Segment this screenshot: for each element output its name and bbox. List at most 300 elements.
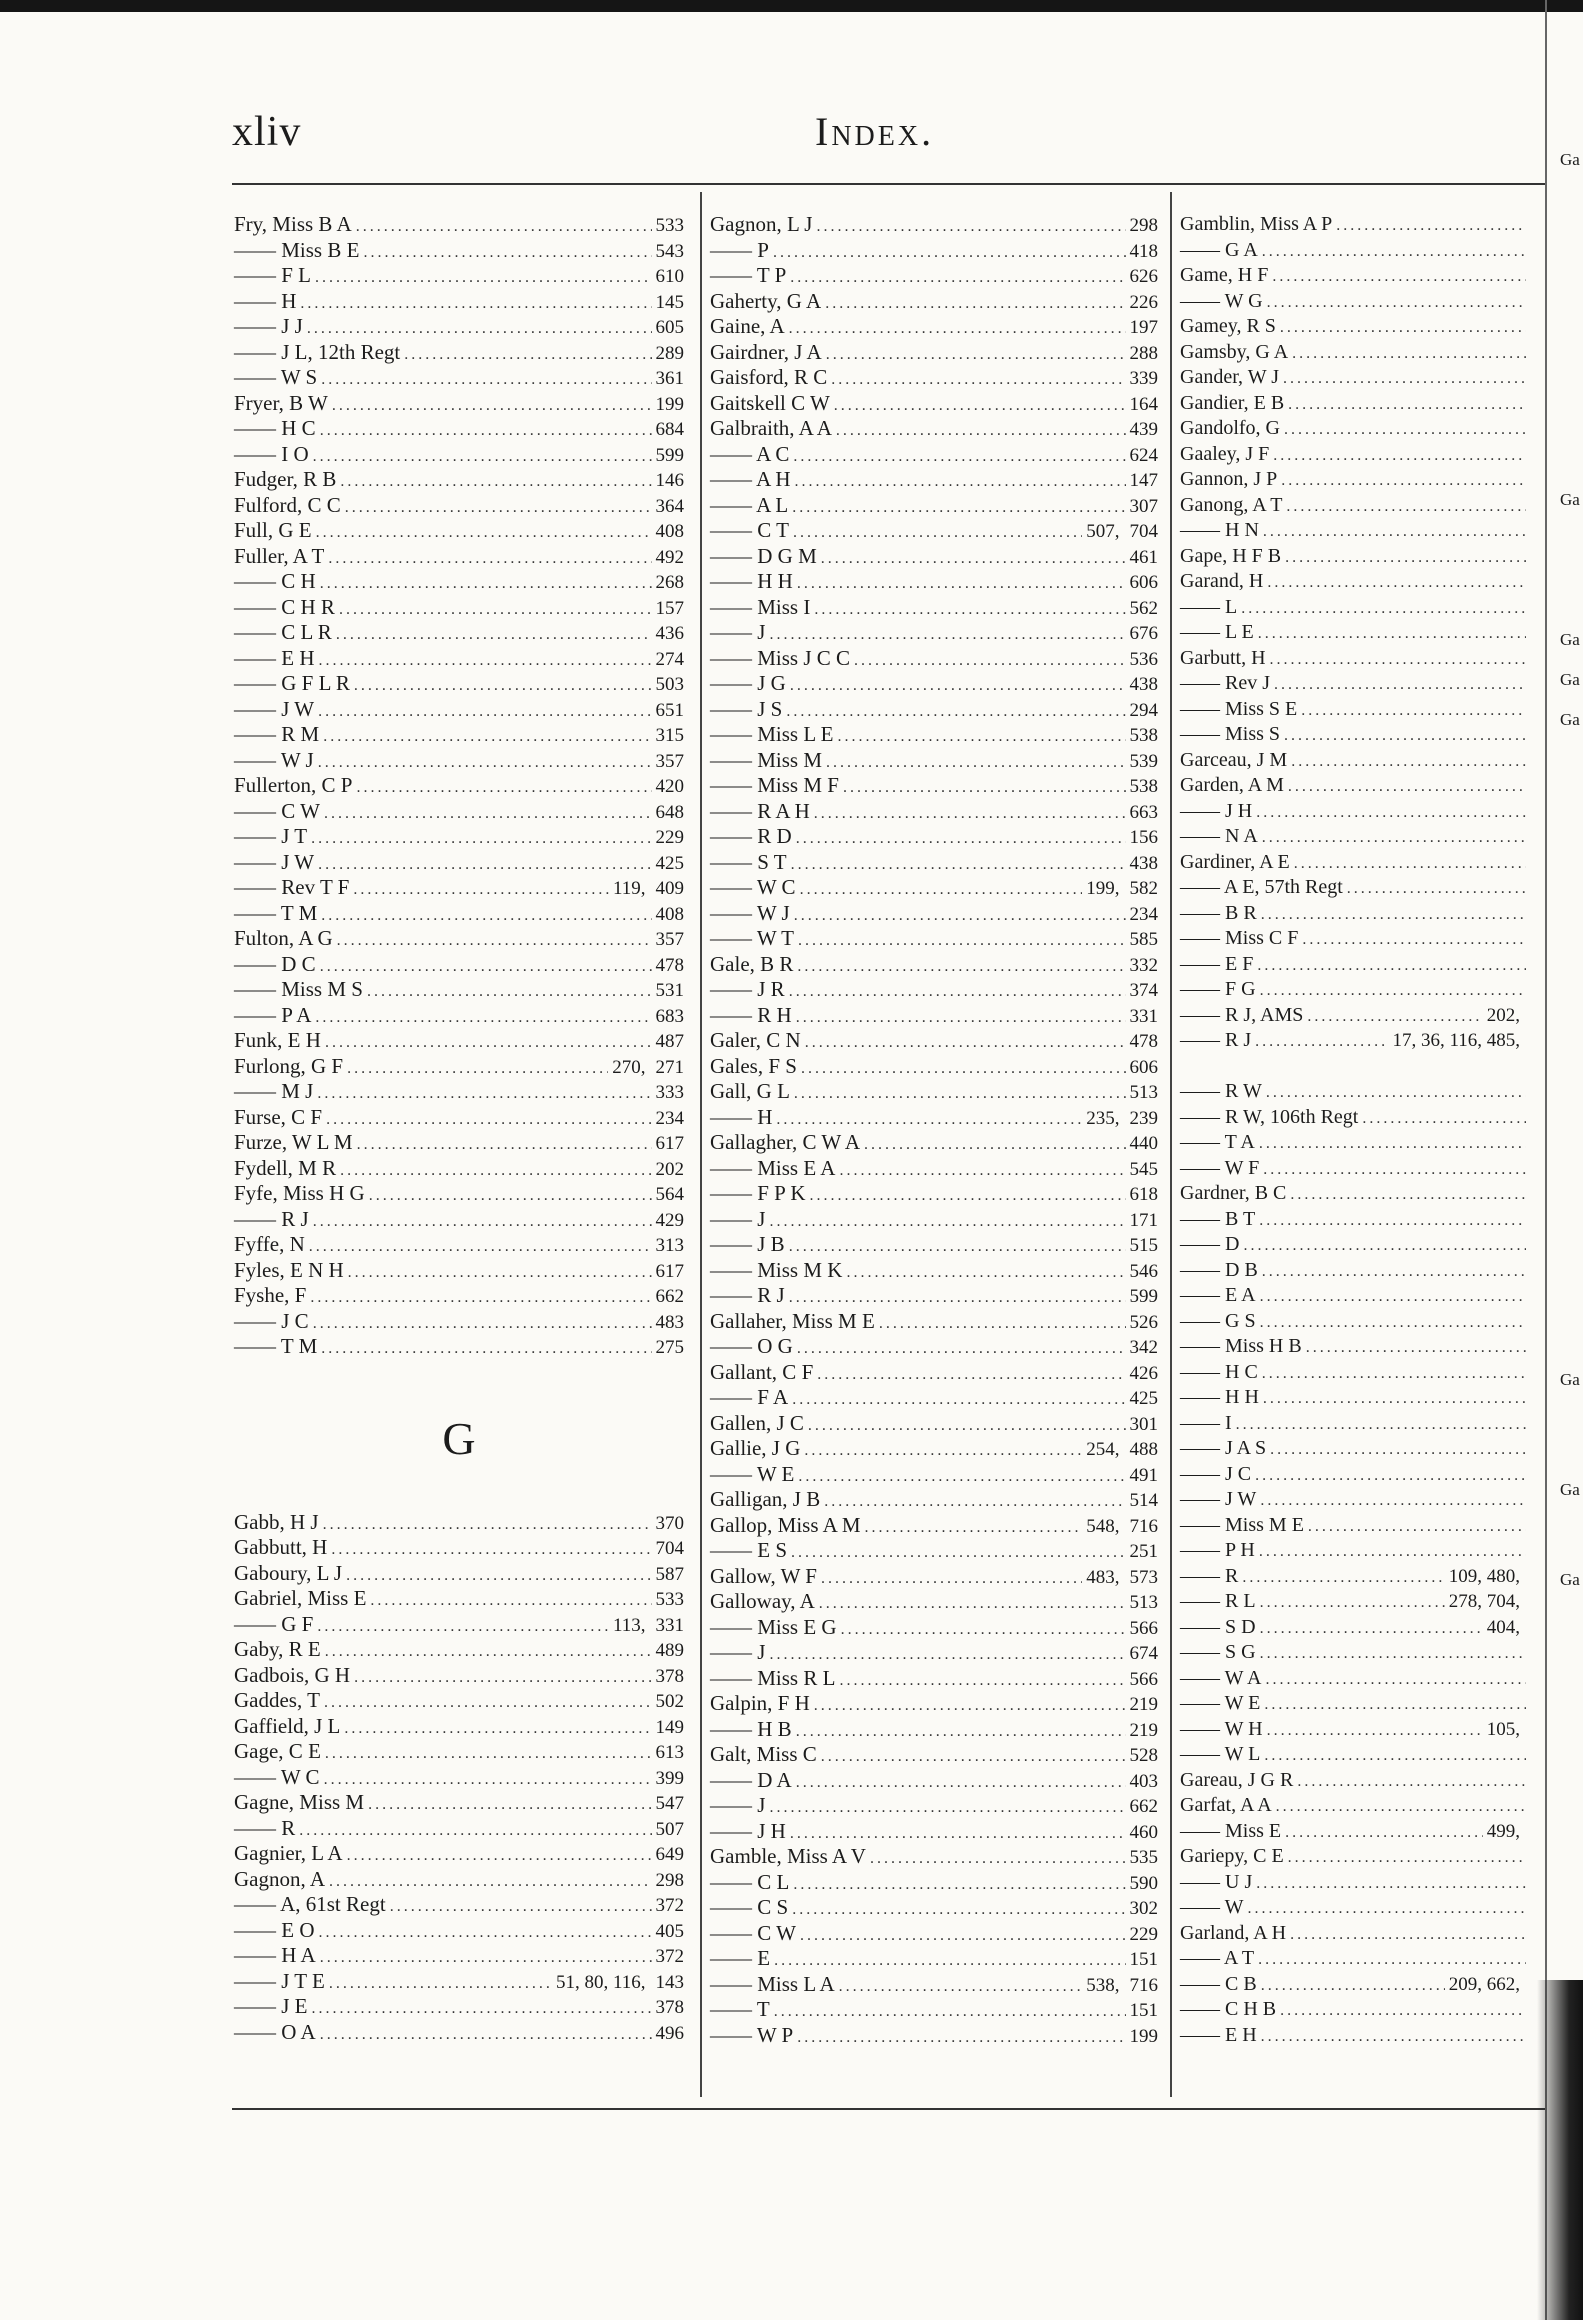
entry-name: Gabbutt, H: [234, 1535, 328, 1559]
entry-name: Fuller, A T: [234, 543, 325, 568]
entry-name: Gallow, W F: [710, 1563, 817, 1588]
index-entry: [234, 263, 684, 289]
index-entry: [710, 1691, 1158, 1717]
dot-leader: [1262, 239, 1526, 265]
dot-leader: [332, 393, 652, 419]
entry-name: Gabriel, Miss E: [234, 1586, 367, 1610]
dot-leader: [1270, 1437, 1526, 1463]
entry-page-number: 674: [1129, 1643, 1158, 1664]
header-rule: [232, 183, 1547, 185]
entry-name: —— I: [1180, 1411, 1232, 1434]
entry-name: Gagnier, L A: [234, 1841, 343, 1865]
index-entry: [710, 875, 1158, 901]
dot-leader: [1261, 902, 1526, 928]
entry-name: —— D C: [234, 951, 316, 976]
index-entry: [710, 1283, 1158, 1309]
entry-name: Garland, A H: [1180, 1921, 1287, 1944]
dot-leader: [363, 240, 651, 266]
entry-page-number: 545: [1129, 1158, 1158, 1180]
index-entry: [234, 1309, 684, 1335]
entry-page-number: 408: [655, 521, 684, 542]
index-entry: [234, 1258, 684, 1284]
entry-name: Gariepy, C E: [1180, 1845, 1284, 1867]
entry-name: —— W F: [1180, 1156, 1260, 1179]
entry-page-number: 229: [1129, 1923, 1158, 1945]
index-entry: [1180, 314, 1530, 340]
entry-name: —— O A: [234, 2019, 316, 2044]
entry-extra-pages: 113,: [612, 1614, 646, 1636]
index-entry: [1180, 620, 1530, 646]
entry-page-number: 378: [655, 1665, 684, 1687]
entry-page-number: 331: [1129, 1005, 1158, 1027]
dot-leader: [836, 418, 1126, 444]
entry-name: —— J S: [710, 696, 783, 721]
dot-leader: [325, 1741, 652, 1767]
entry-page-number: 440: [1129, 1133, 1158, 1154]
entry-name: —— R M: [234, 722, 320, 746]
dot-leader: [1263, 1386, 1526, 1412]
index-entry: [1180, 1589, 1530, 1615]
entry-name: Gaherty, G A: [710, 288, 822, 313]
dot-leader: [793, 520, 1082, 546]
entry-name: Gamble, Miss A V: [710, 1844, 866, 1868]
index-entry: [234, 340, 684, 366]
dot-leader: [1270, 647, 1526, 673]
entry-name: —— J: [710, 620, 766, 644]
dot-leader: [791, 852, 1126, 878]
dot-leader: [1285, 1820, 1483, 1846]
index-entry: [710, 850, 1158, 876]
dot-leader: [313, 1209, 652, 1235]
dot-leader: [790, 265, 1125, 291]
entry-name: Fullerton, C P: [234, 773, 353, 797]
entry-page-number: 514: [1129, 1490, 1158, 1511]
entry-page-number: 426: [1129, 1362, 1158, 1384]
dot-leader: [1336, 213, 1526, 239]
entry-page-number: 605: [655, 317, 684, 338]
entry-name: —— A T: [1180, 1947, 1255, 1969]
dot-leader: [324, 1767, 652, 1793]
dot-leader: [769, 1795, 1125, 1821]
dot-leader: [321, 1336, 651, 1362]
dot-leader: [323, 724, 651, 750]
entry-page-number: 164: [1129, 393, 1158, 415]
entry-name: —— H N: [1180, 519, 1259, 541]
index-entry: [710, 1462, 1158, 1488]
entry-name: —— Miss L E: [710, 722, 834, 746]
entry-name: —— T: [710, 1997, 770, 2021]
entry-name: Furlong, G F: [234, 1053, 344, 1078]
index-entry: [710, 1003, 1158, 1029]
entry-page-number: 483: [655, 1311, 684, 1333]
index-entry: [1180, 1768, 1530, 1794]
entry-page-number: 302: [1129, 1898, 1158, 1919]
entry-name: Ganong, A T: [1180, 493, 1283, 516]
index-entry: [1180, 1972, 1530, 1998]
entry-page-number: 663: [1129, 801, 1158, 823]
entry-name: —— G F L R: [234, 671, 350, 695]
index-entry: [1180, 1691, 1530, 1717]
entry-name: —— C S: [710, 1895, 789, 1919]
entry-page-number: 202: [655, 1158, 684, 1180]
dot-leader: [793, 444, 1125, 470]
index-entry: [234, 467, 684, 493]
entry-page-number: 239: [1129, 1107, 1158, 1129]
entry-page-number: 539: [1129, 750, 1158, 772]
index-entry: [1180, 799, 1530, 825]
entry-name: —— P: [710, 237, 769, 262]
entry-page-number: 274: [655, 648, 684, 670]
index-entry: [234, 569, 684, 595]
entry-name: —— J T: [234, 824, 308, 848]
dot-leader: [839, 1974, 1083, 2000]
dot-leader: [320, 2022, 652, 2048]
adjacent-page-edge: [1530, 110, 1583, 2070]
edge-fragment: Ga: [1560, 710, 1580, 729]
entry-name: Furze, W L M: [234, 1130, 353, 1154]
entry-name: —— G S: [1180, 1309, 1256, 1332]
index-entry: [234, 1918, 684, 1944]
index-entry: [710, 595, 1158, 621]
entry-page-number: 289: [655, 342, 684, 364]
dot-leader: [1283, 366, 1526, 392]
dot-leader: [789, 1234, 1126, 1260]
index-entry: [234, 1765, 684, 1791]
index-entry: [234, 1028, 684, 1054]
index-entry: [1180, 1487, 1530, 1513]
entry-name: Galpin, F H: [710, 1691, 810, 1715]
dot-leader: [1243, 1233, 1526, 1259]
dot-leader: [1294, 851, 1526, 877]
entry-page-number: 429: [655, 1209, 684, 1231]
entry-name: Galt, Miss C: [710, 1742, 817, 1766]
edge-fragment: Ga: [1560, 630, 1580, 649]
entry-page-number: 146: [655, 470, 684, 491]
index-entry: [234, 314, 684, 340]
dot-leader: [1288, 1845, 1526, 1871]
entry-name: Gagnon, A: [234, 1866, 325, 1891]
dot-leader: [1263, 1157, 1526, 1183]
entry-extra-pages: 499,: [1486, 1820, 1520, 1842]
entry-name: Gander, W J: [1180, 366, 1279, 388]
dot-leader: [1236, 1412, 1526, 1438]
index-entry: [710, 1742, 1158, 1768]
entry-name: —— W C: [234, 1764, 320, 1789]
entry-name: —— H C: [234, 416, 316, 440]
entry-name: —— D B: [1180, 1258, 1258, 1281]
index-entry: [234, 1510, 684, 1536]
entry-name: —— Miss I: [710, 594, 811, 619]
edge-fragment: Ga: [1560, 490, 1580, 509]
index-entry: [1180, 1997, 1530, 2023]
entry-extra-pages: 235,: [1086, 1107, 1120, 1129]
index-entry: [710, 2023, 1158, 2049]
index-entry: [710, 1207, 1158, 1233]
index-column-2: [710, 212, 1158, 2048]
index-entry: [1180, 952, 1530, 978]
dot-leader: [326, 1107, 651, 1133]
entry-page-number: 147: [1129, 470, 1158, 491]
entry-page-number: 515: [1129, 1235, 1158, 1256]
dot-leader: [789, 979, 1126, 1005]
entry-extra-pages: 254,: [1086, 1439, 1120, 1460]
entry-name: —— E A: [1180, 1284, 1256, 1306]
dot-leader: [336, 622, 652, 648]
entry-page-number: 145: [655, 291, 684, 313]
index-entry: [710, 340, 1158, 366]
dot-leader: [318, 750, 652, 776]
dot-leader: [319, 1920, 652, 1946]
entry-name: —— J: [710, 1640, 766, 1664]
dot-leader: [1362, 1106, 1526, 1132]
dot-leader: [320, 954, 652, 980]
entry-name: Gape, H F B: [1180, 544, 1282, 567]
dot-leader: [1260, 978, 1526, 1004]
entry-page-number: 268: [655, 572, 684, 593]
index-entry: [234, 952, 684, 978]
entry-name: —— Miss E A: [710, 1155, 836, 1180]
entry-name: Gandier, E B: [1180, 391, 1285, 414]
entry-name: Gareau, J G R: [1180, 1768, 1294, 1791]
index-entry: [710, 544, 1158, 570]
dot-leader: [357, 1132, 652, 1158]
entry-name: Gaffield, J L: [234, 1713, 341, 1738]
dot-leader: [1280, 1998, 1526, 2024]
entry-name: —— W T: [710, 926, 795, 950]
dot-leader: [824, 1489, 1125, 1515]
entry-name: —— Miss R L: [710, 1665, 836, 1690]
dot-leader: [321, 367, 651, 393]
dot-leader: [1284, 417, 1526, 443]
index-entry: [234, 1688, 684, 1714]
dot-leader: [865, 1515, 1083, 1541]
entry-name: —— Miss S E: [1180, 697, 1298, 720]
dot-leader: [792, 495, 1125, 521]
entry-name: Fudger, R B: [234, 467, 337, 491]
entry-name: —— J G: [710, 671, 786, 695]
entry-page-number: 425: [1129, 1388, 1158, 1409]
column-divider-2: [1170, 192, 1172, 2097]
entry-name: —— J B: [710, 1232, 785, 1256]
index-entry: [234, 875, 684, 901]
index-entry: [234, 1181, 684, 1207]
index-entry: [710, 314, 1158, 340]
dot-leader: [339, 597, 652, 623]
entry-name: —— R: [234, 1815, 296, 1840]
entry-name: —— E H: [234, 645, 315, 670]
index-entry: [710, 1258, 1158, 1284]
entry-page-number: 478: [655, 954, 684, 976]
index-entry: [710, 1054, 1158, 1080]
dot-leader: [801, 1056, 1126, 1082]
index-entry: [710, 1181, 1158, 1207]
dot-leader: [1286, 494, 1526, 520]
entry-page-number: 151: [1129, 2000, 1158, 2021]
index-entry: [1180, 212, 1530, 238]
entry-name: Gabb, H J: [234, 1509, 319, 1534]
dot-leader: [1242, 1565, 1444, 1591]
dot-leader: [790, 1821, 1126, 1847]
entry-name: —— Miss M E: [1180, 1513, 1304, 1536]
index-entry: [234, 391, 684, 417]
index-entry: [710, 1819, 1158, 1845]
entry-extra-pages: 270,: [612, 1056, 646, 1078]
entry-name: —— S D: [1180, 1615, 1256, 1638]
edge-fragment: Ga: [1560, 1370, 1580, 1389]
entry-name: —— Miss H B: [1180, 1335, 1302, 1357]
entry-name: Fyffe, N: [234, 1232, 305, 1256]
dot-leader: [798, 928, 1125, 954]
entry-page-number: 648: [655, 801, 684, 823]
index-entry: [234, 518, 684, 544]
entry-name: —— L: [1180, 595, 1238, 618]
entry-page-number: 624: [1129, 444, 1158, 466]
entry-name: —— W P: [710, 2022, 794, 2047]
entry-page-number: 229: [655, 827, 684, 848]
index-entry: [1180, 1793, 1530, 1819]
entry-name: Gairdner, J A: [710, 339, 822, 364]
entry-page-number: 716: [1129, 1515, 1158, 1537]
entry-name: —— F G: [1180, 978, 1256, 1000]
index-entry: [1180, 1156, 1530, 1182]
entry-name: —— B R: [1180, 901, 1257, 924]
entry-name: Full, G E: [234, 518, 312, 542]
entry-name: —— J: [710, 1206, 766, 1231]
index-entry: [234, 1535, 684, 1561]
index-entry: [710, 1309, 1158, 1335]
index-entry: [710, 1870, 1158, 1896]
entry-name: —— S T: [710, 849, 787, 874]
dot-leader: [1272, 264, 1526, 290]
dot-leader: [794, 903, 1126, 929]
index-entry: [234, 620, 684, 646]
entry-page-number: 704: [1129, 521, 1158, 542]
index-entry: [234, 238, 684, 264]
entry-page-number: 585: [1129, 929, 1158, 950]
entry-name: Gamsby, G A: [1180, 340, 1289, 363]
entry-page-number: 219: [1129, 1719, 1158, 1741]
dot-leader: [839, 1668, 1125, 1694]
entry-page-number: 157: [655, 597, 684, 619]
entry-page-number: 307: [1129, 495, 1158, 517]
index-entry: [1180, 1028, 1530, 1054]
entry-extra-pages: 507,: [1086, 521, 1120, 542]
dot-leader: [1257, 953, 1526, 979]
entry-name: Gales, F S: [710, 1053, 797, 1078]
entry-name: —— S G: [1180, 1641, 1256, 1663]
dot-leader: [854, 648, 1125, 674]
entry-name: Gaby, R E: [234, 1637, 321, 1661]
entry-name: —— Miss E G: [710, 1614, 837, 1639]
entry-page-number: 361: [655, 368, 684, 389]
dot-leader: [821, 546, 1126, 572]
dot-leader: [796, 1005, 1126, 1031]
dot-leader: [1308, 1514, 1526, 1540]
entry-name: —— Miss B E: [234, 237, 360, 262]
dot-leader: [796, 1719, 1126, 1745]
entry-extra-pages: 105,: [1486, 1718, 1520, 1740]
dot-leader: [309, 1234, 652, 1260]
entry-name: Galer, C N: [710, 1028, 801, 1052]
dot-leader: [1266, 1667, 1527, 1693]
entry-name: —— C T: [710, 518, 789, 542]
dot-leader: [1267, 290, 1526, 316]
index-entry: [710, 1028, 1158, 1054]
entry-extra-pages: 17, 36, 116, 485,: [1392, 1030, 1520, 1051]
index-entry: [1180, 416, 1530, 442]
index-entry: [710, 1589, 1158, 1615]
index-entry: [234, 1892, 684, 1918]
entry-page-number: 275: [655, 1337, 684, 1358]
entry-name: Gagnon, L J: [710, 212, 813, 236]
dot-leader: [1307, 1004, 1482, 1030]
dot-leader: [805, 1030, 1126, 1056]
dot-leader: [1258, 1947, 1526, 1973]
dot-leader: [1288, 774, 1526, 800]
entry-page-number: 564: [655, 1184, 684, 1205]
entry-page-number: 651: [655, 699, 684, 721]
dot-leader: [825, 291, 1125, 317]
entry-name: —— J C: [234, 1308, 309, 1333]
entry-page-number: 478: [1129, 1031, 1158, 1052]
index-entry: [234, 646, 684, 672]
entry-page-number: 199: [655, 393, 684, 415]
index-entry: [234, 1739, 684, 1765]
entry-extra-pages: 538,: [1086, 1974, 1120, 1996]
index-entry: [1180, 1283, 1530, 1309]
entry-page-number: 513: [1129, 1082, 1158, 1103]
scan-top-border: [0, 0, 1583, 12]
index-entry: [234, 1054, 684, 1080]
index-entry: [1180, 1895, 1530, 1921]
entry-page-number: 372: [655, 1895, 684, 1916]
dot-leader: [792, 1387, 1125, 1413]
entry-page-number: 301: [1129, 1413, 1158, 1435]
entry-name: Gaddes, T: [234, 1688, 320, 1712]
index-column-1: [234, 212, 684, 2045]
entry-page-number: 460: [1129, 1821, 1158, 1843]
entry-name: Garceau, J M: [1180, 748, 1288, 771]
dot-leader: [1267, 1718, 1483, 1744]
entry-name: —— W H: [1180, 1717, 1263, 1740]
entry-name: —— J E: [234, 1994, 308, 2018]
dot-leader: [1347, 876, 1526, 902]
index-entry: [1180, 518, 1530, 544]
dot-leader: [776, 1107, 1082, 1133]
index-entry: [710, 1640, 1158, 1666]
entry-name: Gaboury, L J: [234, 1560, 343, 1585]
dot-leader: [310, 1285, 651, 1311]
index-entry: [234, 1003, 684, 1029]
entry-page-number: 573: [1129, 1566, 1158, 1588]
dot-leader: [1288, 392, 1526, 418]
entry-page-number: 171: [1129, 1209, 1158, 1231]
entry-name: —— F L: [234, 263, 312, 287]
entry-page-number: 143: [655, 1971, 684, 1993]
dot-leader: [793, 1872, 1125, 1898]
index-entry: [234, 1637, 684, 1663]
entry-name: —— Miss M K: [710, 1257, 843, 1282]
dot-leader: [320, 1945, 652, 1971]
entry-page-number: 676: [1129, 623, 1158, 644]
entry-page-number: 496: [655, 2022, 684, 2044]
dot-leader: [1302, 927, 1526, 953]
entry-name: —— T M: [234, 1334, 318, 1358]
index-entry: [1180, 875, 1530, 901]
index-entry: [234, 1841, 684, 1867]
index-entry: [234, 1105, 684, 1131]
entry-page-number: 684: [655, 419, 684, 440]
